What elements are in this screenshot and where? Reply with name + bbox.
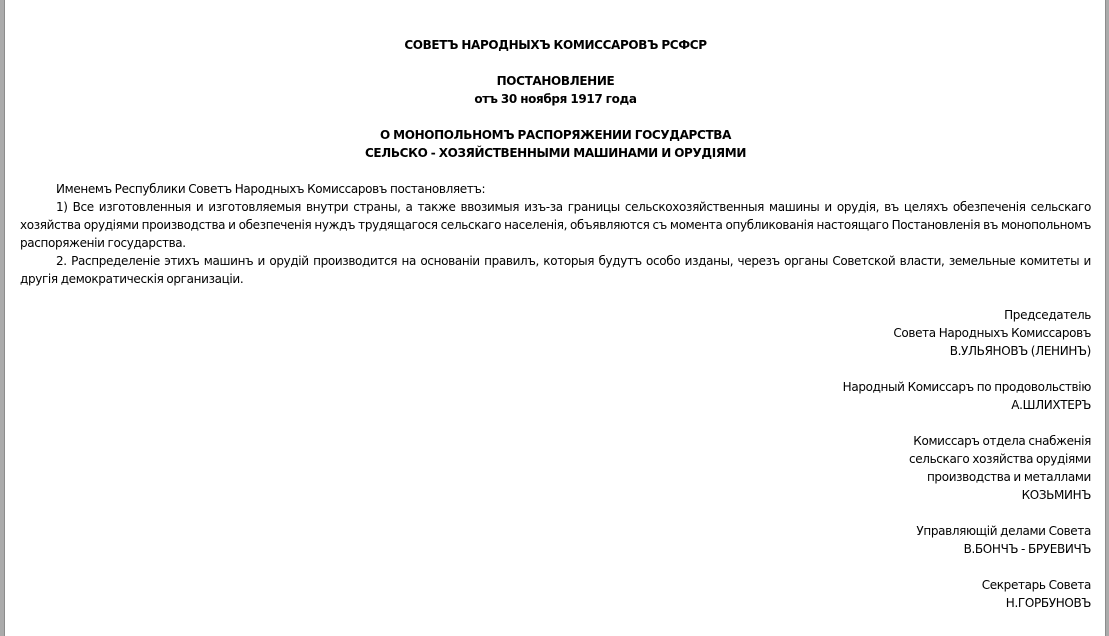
- chairman-role: Председатель: [1004, 308, 1091, 322]
- supply-commissar-role-line-1: Комиссаръ отдела снабженія: [913, 434, 1091, 448]
- signature-block: [20, 306, 1091, 612]
- affairs-manager-role: Управляющій делами Совета: [916, 524, 1091, 538]
- issuer-heading: СОВЕТЪ НАРОДНЫХЪ КОМИССАРОВЪ РСФСР: [404, 38, 707, 52]
- intro-paragraph: Именемъ Республики Советъ Народныхъ Комиссаровъ постановляетъ:: [56, 182, 486, 196]
- supply-commissar-role-line-3: производства и металлами: [926, 470, 1091, 484]
- clause-1-paragraph: 1) Все изготовленныя и изготовляемыя внутри страны, а также ввозимыя изъ-за границы сельскохозяйственныя машины и орудія, въ целяхъ обезпеченія сельскаго хозяйства орудіями производства и обезпеченія нуждъ трудящагося сельскаго населенія, объявляются съ момента опубликованія настоящаго Постановленія въ монопольномъ распоряженіи государства.: [20, 200, 1091, 250]
- supply-commissar-role-line-2: сельскаго хозяйства орудіями: [908, 452, 1091, 466]
- document-title-line-1: О МОНОПОЛЬНОМЪ РАСПОРЯЖЕНИИ ГОСУДАРСТВА: [379, 128, 732, 142]
- secretary-name: Н.ГОРБУНОВЪ: [1005, 596, 1091, 610]
- document-title-line-2: СЕЛЬСКО - ХОЗЯЙСТВЕННЫМИ МАШИНАМИ И ОРУДІЯМИ: [364, 146, 747, 160]
- document-type-heading: ПОСТАНОВЛЕНИЕ: [496, 74, 615, 88]
- document-date: отъ 30 ноября 1917 года: [474, 92, 637, 106]
- document-body: [20, 36, 1091, 612]
- supply-commissar-name: КОЗЬМИНЪ: [1021, 488, 1091, 502]
- affairs-manager-name: В.БОНЧЪ - БРУЕВИЧЪ: [963, 542, 1091, 556]
- document-page: [4, 0, 1106, 636]
- clause-2-paragraph: 2. Распределеніе этихъ машинъ и орудій производится на основаніи правилъ, которыя будутъ особо изданы, черезъ органы Советской власти, земельные комитеты и другія демократическія организаціи.: [20, 254, 1091, 286]
- chairman-org: Совета Народныхъ Комиссаровъ: [893, 326, 1091, 340]
- chairman-name: В.УЛЬЯНОВЪ (ЛЕНИНЪ): [949, 344, 1091, 358]
- food-commissar-role: Народный Комиссаръ по продовольствію: [842, 380, 1091, 394]
- food-commissar-name: А.ШЛИХТЕРЪ: [1011, 398, 1091, 412]
- secretary-role: Секретарь Совета: [981, 578, 1091, 592]
